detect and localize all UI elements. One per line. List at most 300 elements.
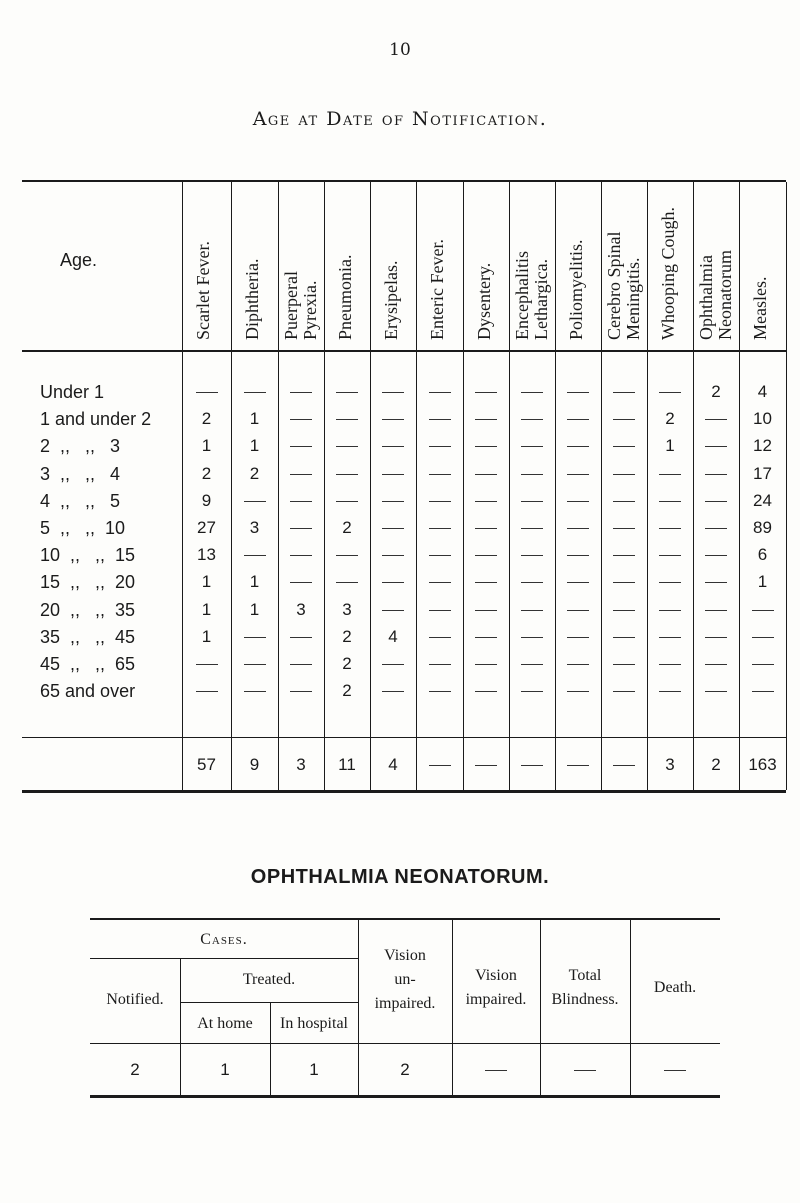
table-cell: 2 — [342, 518, 352, 537]
table-cell — [463, 654, 509, 674]
dash-mark — [429, 528, 451, 529]
dash-mark — [705, 474, 727, 475]
table-cell: 89 — [753, 518, 772, 537]
dash-mark — [705, 582, 727, 583]
dash-mark — [613, 610, 635, 611]
table-cell — [278, 572, 324, 592]
table-cell: 24 — [753, 490, 772, 510]
dash-mark — [567, 664, 589, 665]
table-cell — [370, 382, 416, 402]
column-header — [751, 192, 770, 340]
table-cell — [739, 681, 786, 701]
table-cell: 2 — [201, 409, 212, 429]
dash-mark — [244, 392, 266, 393]
table-cell — [555, 382, 601, 402]
dash-mark — [290, 474, 312, 475]
table-cell: 1 — [201, 599, 212, 619]
dash-mark — [567, 691, 589, 692]
table-cell — [370, 600, 416, 620]
table-cell — [231, 627, 278, 647]
table-cell — [278, 464, 324, 484]
dash-mark — [705, 555, 727, 556]
column-header — [282, 192, 320, 340]
column-header-line: Encephalitis — [512, 251, 532, 340]
dash-mark — [613, 664, 635, 665]
table-cell: 27 — [197, 518, 216, 537]
dash-mark — [613, 765, 635, 766]
table-cell — [182, 681, 231, 701]
table-cell — [739, 600, 786, 620]
table-cell — [647, 518, 693, 538]
header-line: Vision — [384, 947, 426, 964]
table-cell — [416, 382, 463, 402]
table-cell — [601, 382, 647, 402]
age-row-label: 1 and under 2 — [40, 409, 152, 430]
dash-mark — [336, 555, 358, 556]
table-cell — [231, 654, 278, 674]
column-divider — [786, 182, 787, 790]
dash-mark — [429, 392, 451, 393]
column-header-line: Neonatorum — [715, 250, 735, 340]
dash-mark — [659, 664, 681, 665]
table-cell — [182, 654, 231, 674]
table-cell: 12 — [753, 436, 772, 456]
table-cell — [278, 382, 324, 402]
table-cell: 2 — [342, 681, 352, 701]
table-cell — [601, 681, 647, 701]
table-cell — [324, 382, 370, 402]
dash-mark — [659, 610, 681, 611]
total-blindness-header — [540, 964, 630, 1012]
dash-mark — [382, 501, 404, 502]
table-cell — [278, 627, 324, 647]
dash-mark — [290, 555, 312, 556]
vision-unimpaired-value: 2 — [400, 1060, 410, 1079]
dash-mark — [196, 664, 218, 665]
table-cell — [647, 382, 693, 402]
table-cell: 4 — [388, 626, 398, 646]
age-row-label: 45 ,, ,, 65 — [40, 654, 136, 674]
table-cell: 3 — [342, 599, 352, 619]
dash-mark — [290, 501, 312, 502]
dash-mark — [659, 392, 681, 393]
age-row-label: Under 1 — [40, 382, 105, 402]
table-cell — [555, 572, 601, 592]
dash-mark — [336, 582, 358, 583]
table-cell — [370, 572, 416, 592]
dash-mark — [336, 392, 358, 393]
dash-mark — [475, 610, 497, 611]
column-header — [659, 192, 678, 340]
dash-mark — [521, 582, 543, 583]
page-title: Age at Date of Notification. — [252, 108, 548, 130]
table-cell — [463, 518, 509, 538]
total-cell: 9 — [249, 755, 260, 774]
table-cell — [647, 627, 693, 647]
dash-mark — [382, 419, 404, 420]
header-line: In hospital — [280, 1015, 348, 1032]
total-cell — [509, 755, 555, 775]
dash-mark — [382, 555, 404, 556]
dash-mark — [659, 582, 681, 583]
dash-mark — [290, 419, 312, 420]
table-cell — [555, 600, 601, 620]
dash-mark — [567, 555, 589, 556]
at-home-header — [180, 1012, 270, 1036]
in-hospital-value: 1 — [309, 1060, 319, 1079]
column-header-line: Enteric Fever. — [427, 239, 447, 340]
age-row-label: 4 ,, ,, 5 — [40, 490, 121, 511]
dash-mark — [290, 637, 312, 638]
table-cell — [463, 491, 509, 511]
header-line: Vision — [475, 967, 517, 984]
dash-mark — [382, 691, 404, 692]
table-cell — [370, 491, 416, 511]
table-cell — [555, 545, 601, 565]
table-cell — [278, 654, 324, 674]
dash-mark — [382, 664, 404, 665]
column-header-line: Erysipelas. — [381, 260, 401, 340]
table-cell — [509, 600, 555, 620]
column-header-line: Lethargica. — [531, 258, 551, 340]
header-line: Treated. — [242, 971, 296, 988]
table-cell — [278, 681, 324, 701]
dash-mark — [752, 664, 774, 665]
total-cell — [601, 755, 647, 775]
dash-mark — [475, 637, 497, 638]
dash-mark — [659, 474, 681, 475]
dash-mark — [382, 446, 404, 447]
vision-impaired-header — [452, 964, 540, 1012]
dash-mark — [475, 582, 497, 583]
dash-mark — [475, 664, 497, 665]
table-cell — [324, 572, 370, 592]
dash-mark — [336, 419, 358, 420]
table-cell — [739, 654, 786, 674]
dash-mark — [567, 392, 589, 393]
cases-underline — [90, 958, 358, 959]
table-cell: 1 — [757, 572, 768, 592]
table-cell — [601, 436, 647, 456]
table-cell: 4 — [757, 382, 768, 401]
age-row-label: 20 ,, ,, 35 — [40, 599, 136, 620]
table-cell — [555, 681, 601, 701]
column-header-line: Meningitis. — [623, 257, 643, 340]
table-cell — [278, 545, 324, 565]
age-column-header: Age. — [60, 250, 98, 270]
dash-mark — [429, 555, 451, 556]
table-cell — [509, 654, 555, 674]
dash-mark — [382, 582, 404, 583]
table-cell: 2 — [249, 463, 260, 483]
dash-mark — [382, 474, 404, 475]
table-cell — [739, 627, 786, 647]
column-header-line: Ophthalmia — [696, 255, 716, 340]
table-cell — [509, 518, 555, 538]
table-cell — [416, 409, 463, 429]
dash-mark — [475, 555, 497, 556]
vision-impaired-value — [452, 1060, 540, 1080]
dash-mark — [521, 610, 543, 611]
dash-mark — [613, 446, 635, 447]
column-header — [243, 192, 262, 340]
total-cell: 3 — [296, 755, 306, 774]
table-cell — [693, 600, 739, 620]
column-header — [475, 192, 494, 340]
age-row-label: 2 ,, ,, 3 — [40, 436, 121, 457]
table-cell — [601, 409, 647, 429]
dash-mark — [613, 501, 635, 502]
dash-mark — [705, 610, 727, 611]
table-cell — [693, 572, 739, 592]
table-cell — [463, 600, 509, 620]
table-cell — [416, 627, 463, 647]
table-cell — [416, 518, 463, 538]
dash-mark — [659, 637, 681, 638]
header-line: impaired. — [465, 991, 527, 1008]
dash-mark — [429, 765, 451, 766]
dash-mark — [752, 610, 774, 611]
dash-mark — [382, 610, 404, 611]
table-cell — [555, 436, 601, 456]
table-cell — [416, 681, 463, 701]
table-cell — [463, 572, 509, 592]
age-row-label: 15 ,, ,, 20 — [40, 572, 136, 593]
dash-mark — [290, 582, 312, 583]
death-value — [630, 1060, 720, 1080]
table-cell — [416, 545, 463, 565]
dash-mark — [475, 528, 497, 529]
dash-mark — [613, 528, 635, 529]
table-cell: 1 — [249, 572, 260, 592]
dash-mark — [664, 1070, 686, 1071]
table-cell — [324, 436, 370, 456]
table-cell — [324, 409, 370, 429]
table-cell — [647, 464, 693, 484]
table-cell — [278, 518, 324, 538]
column-header-line: Pneumonia. — [335, 254, 355, 340]
dash-mark — [429, 582, 451, 583]
dash-mark — [705, 501, 727, 502]
table-cell — [463, 436, 509, 456]
table-cell — [370, 681, 416, 701]
table-cell — [555, 627, 601, 647]
column-header — [605, 192, 643, 340]
table-cell — [231, 681, 278, 701]
table-bottom-rule — [22, 790, 786, 793]
table-cell — [509, 409, 555, 429]
table-cell — [601, 654, 647, 674]
page-number: 10 — [389, 40, 411, 60]
table-cell — [693, 518, 739, 538]
dash-mark — [196, 691, 218, 692]
totals-top-rule — [22, 737, 786, 738]
table-cell: 1 — [249, 599, 260, 619]
dash-mark — [290, 664, 312, 665]
table-cell: 9 — [201, 490, 212, 510]
column-header — [194, 192, 213, 340]
table-cell: 13 — [197, 545, 216, 565]
dash-mark — [475, 765, 497, 766]
header-bottom-rule — [22, 350, 786, 352]
total-blindness-value — [540, 1060, 630, 1080]
in-hospital-header — [270, 1012, 358, 1036]
table-cell — [370, 436, 416, 456]
table-cell: 10 — [753, 409, 772, 429]
dash-mark — [613, 474, 635, 475]
table-cell — [647, 545, 693, 565]
table-cell — [601, 572, 647, 592]
table-cell — [555, 654, 601, 674]
table-cell — [693, 681, 739, 701]
table-cell: 2 — [342, 654, 352, 673]
dash-mark — [659, 528, 681, 529]
column-header — [382, 192, 401, 340]
table-cell — [693, 654, 739, 674]
table-cell: 1 — [249, 436, 260, 456]
header-line: un- — [394, 971, 416, 988]
dash-mark — [429, 419, 451, 420]
header-line: Death. — [653, 979, 697, 996]
table-cell — [324, 491, 370, 511]
table-cell — [231, 491, 278, 511]
table-cell — [509, 572, 555, 592]
table-cell — [182, 382, 231, 402]
column-header-line: Diphtheria. — [242, 258, 262, 340]
table-cell — [463, 627, 509, 647]
dash-mark — [521, 528, 543, 529]
table-cell — [693, 464, 739, 484]
age-row-label: 3 ,, ,, 4 — [40, 463, 121, 484]
dash-mark — [290, 691, 312, 692]
dash-mark — [567, 610, 589, 611]
table-cell — [370, 518, 416, 538]
dash-mark — [521, 765, 543, 766]
dash-mark — [613, 392, 635, 393]
table-cell — [370, 409, 416, 429]
dash-mark — [290, 446, 312, 447]
dash-mark — [336, 446, 358, 447]
dash-mark — [659, 555, 681, 556]
table-cell — [509, 436, 555, 456]
dash-mark — [567, 637, 589, 638]
table-cell: 2 — [342, 626, 352, 646]
dash-mark — [429, 474, 451, 475]
table-cell: 2 — [665, 409, 675, 429]
table-cell — [278, 491, 324, 511]
dash-mark — [244, 555, 266, 556]
table-cell — [463, 545, 509, 565]
dash-mark — [429, 501, 451, 502]
age-row-label: 65 and over — [40, 681, 136, 702]
dash-mark — [521, 637, 543, 638]
vision-unimpaired-header — [358, 944, 452, 1016]
dash-mark — [475, 419, 497, 420]
table-cell — [601, 464, 647, 484]
dash-mark — [485, 1070, 507, 1071]
dash-mark — [244, 501, 266, 502]
table-cell — [463, 409, 509, 429]
dash-mark — [429, 664, 451, 665]
table-cell — [555, 464, 601, 484]
dash-mark — [429, 637, 451, 638]
dash-mark — [290, 528, 312, 529]
table-cell: 2 — [711, 382, 721, 401]
dash-mark — [429, 691, 451, 692]
table-cell — [463, 681, 509, 701]
table-cell — [693, 627, 739, 647]
table-cell — [601, 627, 647, 647]
dash-mark — [752, 691, 774, 692]
dash-mark — [429, 610, 451, 611]
table-cell — [647, 654, 693, 674]
dash-mark — [336, 474, 358, 475]
table-cell — [278, 436, 324, 456]
table-cell — [693, 491, 739, 511]
dash-mark — [521, 691, 543, 692]
dash-mark — [382, 528, 404, 529]
dash-mark — [705, 419, 727, 420]
dash-mark — [475, 392, 497, 393]
table-cell — [601, 491, 647, 511]
table-cell — [370, 464, 416, 484]
treated-header — [180, 968, 358, 992]
table-cell — [647, 572, 693, 592]
table-cell — [324, 545, 370, 565]
table-cell — [693, 545, 739, 565]
header-line: Blindness. — [551, 991, 619, 1008]
total-cell: 57 — [197, 755, 216, 774]
dash-mark — [567, 765, 589, 766]
table-cell — [693, 409, 739, 429]
dash-mark — [613, 582, 635, 583]
table-cell — [647, 491, 693, 511]
notified-header — [90, 988, 180, 1012]
dash-mark — [475, 501, 497, 502]
total-cell — [416, 755, 463, 775]
dash-mark — [196, 392, 218, 393]
header-line: At home — [197, 1015, 253, 1032]
table-cell — [647, 681, 693, 701]
treated-underline — [180, 1002, 358, 1003]
dash-mark — [705, 691, 727, 692]
at-home-value: 1 — [220, 1060, 230, 1079]
dash-mark — [244, 637, 266, 638]
table-cell — [647, 600, 693, 620]
table-cell — [509, 382, 555, 402]
column-header-line: Dysentery. — [474, 262, 494, 340]
dash-mark — [521, 392, 543, 393]
header-line: impaired. — [374, 995, 436, 1012]
dash-mark — [659, 501, 681, 502]
dash-mark — [567, 528, 589, 529]
dash-mark — [521, 664, 543, 665]
dash-mark — [336, 501, 358, 502]
dash-mark — [613, 691, 635, 692]
dash-mark — [521, 555, 543, 556]
column-header — [513, 192, 551, 340]
table-cell: 3 — [296, 599, 306, 619]
table-cell: 1 — [201, 436, 212, 456]
dash-mark — [705, 446, 727, 447]
table-cell — [370, 654, 416, 674]
table-cell: 1 — [201, 572, 212, 592]
dash-mark — [659, 691, 681, 692]
table-cell — [370, 545, 416, 565]
age-row-label: 35 ,, ,, 45 — [40, 626, 136, 647]
total-cell — [555, 755, 601, 775]
table-cell: 17 — [753, 463, 772, 483]
